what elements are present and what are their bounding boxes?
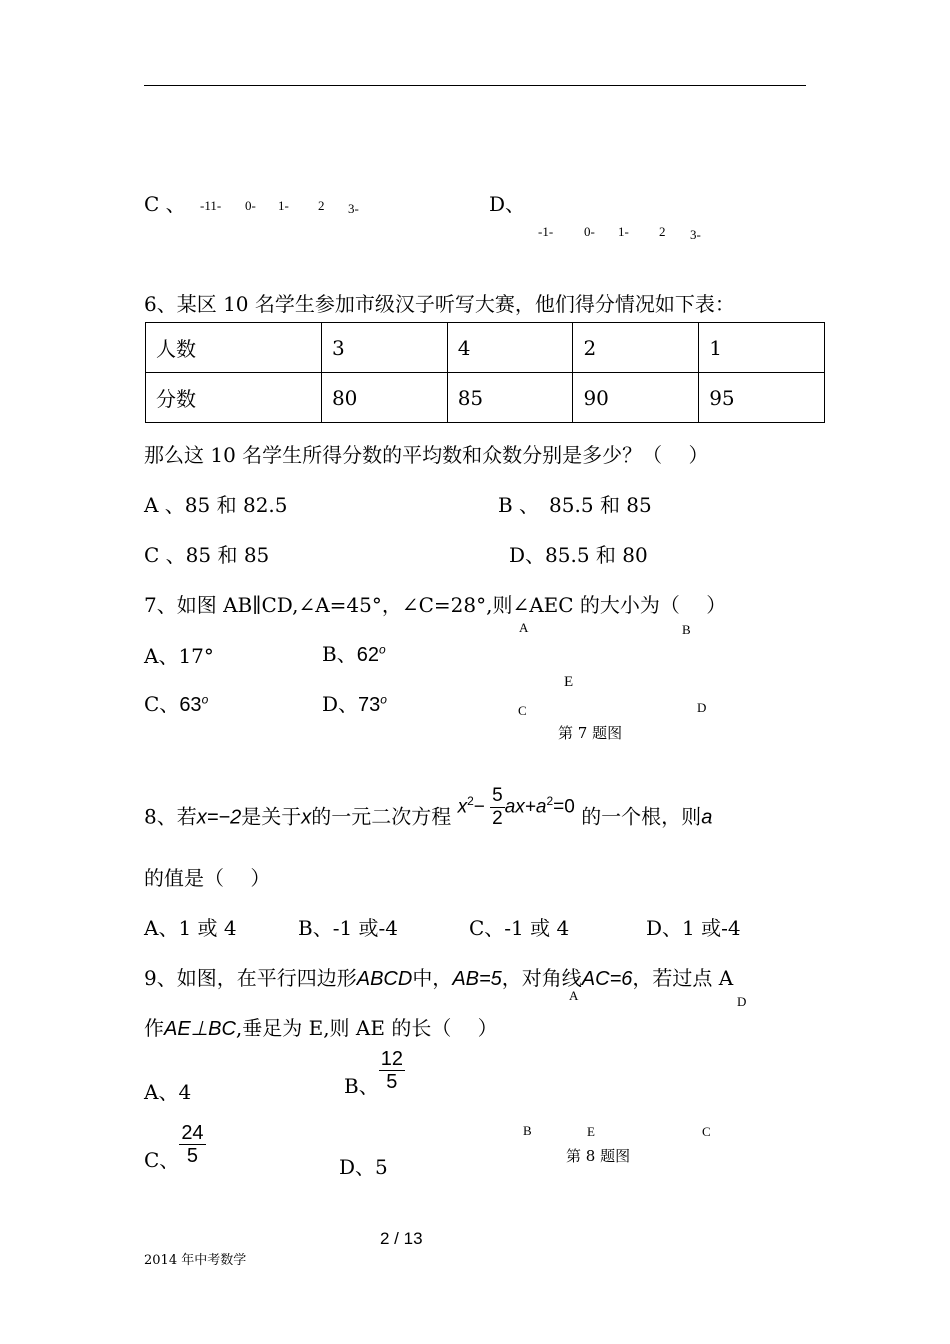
q9-option-a: A、4 [144, 1080, 192, 1104]
q5-d-tick: 1- [618, 224, 629, 239]
q8-equation [458, 766, 575, 842]
q7-option-d-value: 73 [358, 694, 381, 716]
q8-eq-right: ax+a [504, 796, 547, 818]
table-row [146, 323, 825, 373]
q7-fig-caption: 第 7 题图 [558, 724, 623, 742]
q9-fig-label-e: E [587, 1124, 595, 1139]
q9-fig-label-c: C [702, 1124, 711, 1139]
q6-option-a: A 、85 和 82.5 [144, 493, 288, 517]
table-cell: 85 [447, 373, 573, 423]
q9-tail: ，若过点 A [632, 966, 734, 990]
q9-abcd: ABCD [356, 968, 413, 990]
q7-fig-label-e: E [564, 674, 574, 690]
q7-fig-label-c: C [518, 703, 527, 718]
degree-symbol: o [378, 642, 386, 657]
q7-option-c-value: 63 [179, 694, 202, 716]
fraction-denominator: 5 [186, 1145, 198, 1167]
q8-eq-square: 2 [546, 794, 554, 808]
q9-option-b [344, 1048, 405, 1098]
fraction-numerator: 24 [181, 1122, 204, 1144]
q5-option-c-label: C 、 [144, 192, 186, 216]
q9-fig-label-a: A [569, 988, 579, 1003]
q9-option-c-prefix: C、 [144, 1148, 180, 1172]
q9-ab: AB=5 [452, 968, 502, 990]
q5-d-tick: 3- [690, 227, 701, 242]
q6-option-d: D、85.5 和 80 [509, 543, 648, 567]
q8-eq-tail: =0 [553, 796, 575, 818]
fraction-denominator: 2 [492, 807, 503, 829]
q7-stem: 7、如图 AB∥CD,∠A=45°，∠C=28°,则∠AEC 的大小为（ ） [144, 593, 727, 617]
q7-option-b [322, 638, 386, 667]
q5-option-d-label: D、 [489, 192, 526, 216]
table-cell: 3 [321, 323, 447, 373]
fraction-denominator: 5 [386, 1071, 398, 1093]
q9-option-c-fraction [179, 1122, 205, 1167]
table-cell: 80 [321, 373, 447, 423]
q9-option-b-prefix: B、 [344, 1074, 379, 1098]
fraction-numerator: 12 [380, 1048, 403, 1070]
q8-option-c: C、-1 或 4 [469, 916, 570, 940]
q9-option-c [144, 1122, 206, 1172]
q9-mid2: ，对角线 [501, 966, 582, 990]
q5-c-tick: 0- [245, 198, 256, 213]
q9-mid1: 中， [412, 966, 453, 990]
q8-eq-fraction [490, 785, 505, 830]
q6-score-table [145, 322, 825, 423]
q8-option-b: B、-1 或-4 [298, 916, 399, 940]
q8-prefix: 8、若 [144, 804, 197, 829]
q5-d-tick: 0- [584, 224, 595, 239]
q9-line2 [144, 1012, 498, 1041]
table-row [146, 373, 825, 423]
q7-fig-label-b: B [682, 622, 691, 637]
table-cell: 分数 [146, 373, 322, 423]
q6-stem: 6、某区 10 名学生参加市级汉子听写大赛，他们得分情况如下表： [144, 292, 735, 316]
q7-option-d-prefix: D、 [322, 692, 359, 716]
q7-option-c [144, 688, 208, 717]
q5-c-tick: 2 [318, 198, 325, 213]
q7-option-c-prefix: C、 [144, 692, 180, 716]
q9-line2-pre: 作 [144, 1016, 164, 1040]
q9-option-b-fraction [379, 1048, 405, 1093]
q7-option-b-prefix: B、 [322, 642, 357, 666]
q9-fig-label-d: D [737, 994, 747, 1009]
table-cell: 90 [573, 373, 699, 423]
footer-note: 2014 年中考数学 [144, 1253, 247, 1268]
q6-option-b: B 、 85.5 和 85 [498, 493, 652, 517]
table-cell: 2 [573, 323, 699, 373]
q7-fig-label-a: A [519, 620, 529, 635]
q9-ac: AC=6 [581, 968, 633, 990]
table-cell: 4 [447, 323, 573, 373]
q9-prefix: 9、如图，在平行四边形 [144, 966, 357, 990]
q9-line2-post: ,垂足为 E,则 AE 的长（ ） [235, 1016, 498, 1040]
q9-option-d: D、5 [339, 1155, 388, 1179]
q8-mid2: 的一元二次方程 [311, 804, 452, 829]
fraction-numerator: 5 [492, 784, 503, 806]
q8-root: x=−2 [196, 806, 242, 829]
q8-stem [144, 780, 712, 856]
page-number: 2 / 13 [380, 1229, 423, 1248]
q7-fig-label-d: D [697, 700, 707, 715]
degree-symbol: o [201, 692, 209, 707]
q5-d-tick: -1- [538, 224, 554, 239]
q8-eq-minus: − [473, 796, 485, 818]
q5-d-tick: 2 [659, 224, 666, 239]
q8-eq-square: 2 [467, 794, 474, 808]
q9-ae-bc: AE⊥BC [164, 1018, 236, 1040]
q8-option-d: D、1 或-4 [646, 916, 741, 940]
q8-mid: 是关于 [241, 804, 302, 829]
table-cell: 1 [699, 323, 825, 373]
q8-var-a: a [701, 806, 713, 829]
table-cell: 人数 [146, 323, 322, 373]
q8-var-x: x [301, 806, 312, 829]
q5-c-tick: 3- [348, 201, 359, 216]
q7-option-b-value: 62 [356, 644, 379, 666]
q8-line2: 的值是（ ） [144, 866, 271, 890]
q8-option-a: A、1 或 4 [144, 916, 237, 940]
q5-c-tick: 1- [278, 198, 289, 213]
q5-c-tick: -11- [200, 198, 222, 213]
q8-suffix: 的一个根，则 [581, 804, 702, 829]
q6-question: 那么这 10 名学生所得分数的平均数和众数分别是多少？（ ） [144, 443, 709, 467]
q7-option-a: A、17° [144, 644, 214, 668]
q8-eq-x: x [457, 796, 468, 818]
q9-stem [144, 962, 733, 991]
q7-option-d [322, 688, 387, 717]
q6-option-c: C 、85 和 85 [144, 543, 270, 567]
q9-fig-caption: 第 8 题图 [566, 1147, 631, 1165]
table-cell: 95 [699, 373, 825, 423]
header-rule [144, 85, 806, 86]
degree-symbol: o [380, 692, 387, 707]
q9-fig-label-b: B [523, 1123, 532, 1138]
